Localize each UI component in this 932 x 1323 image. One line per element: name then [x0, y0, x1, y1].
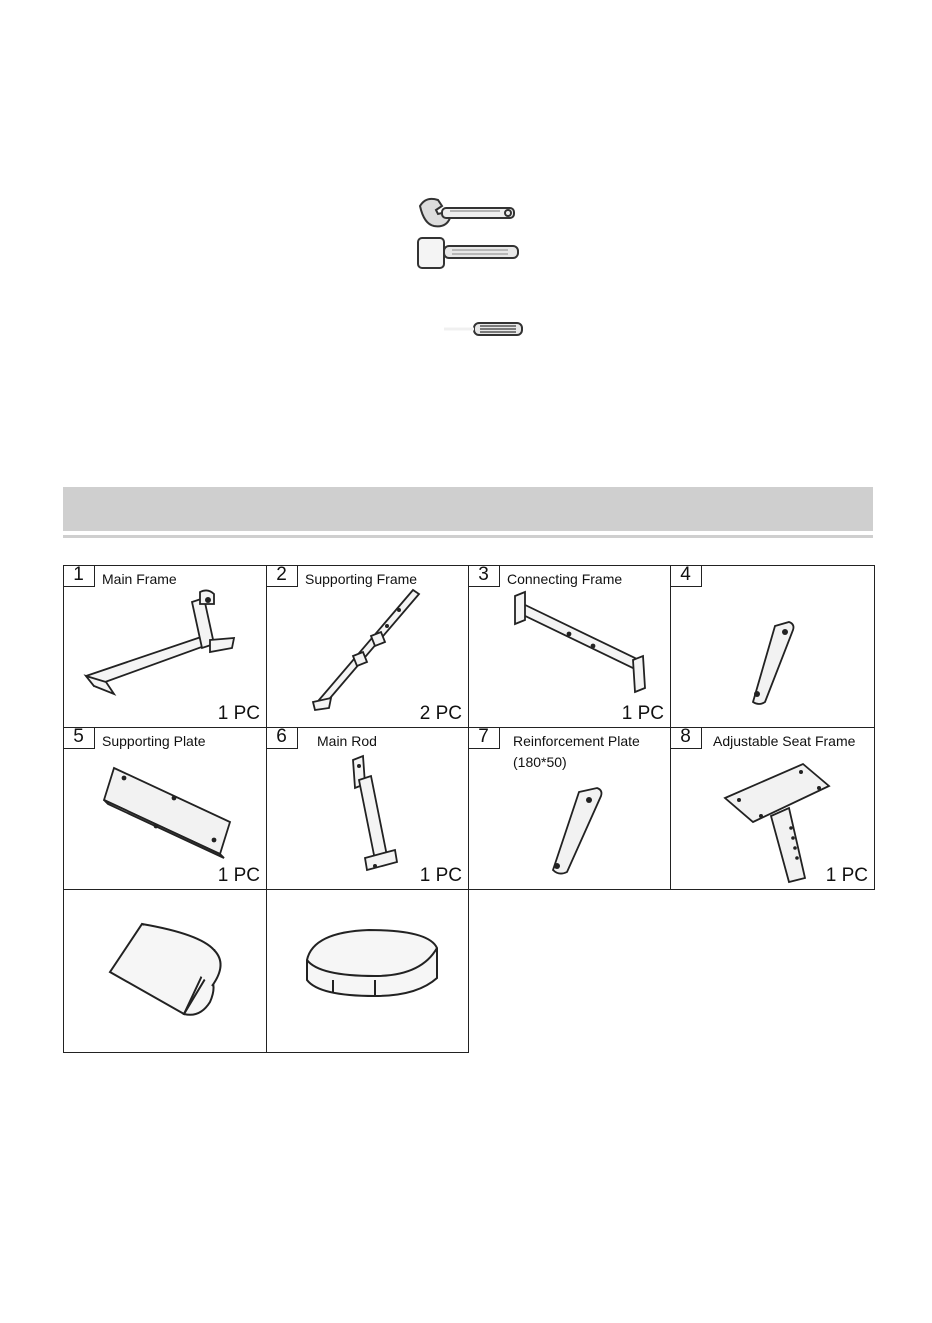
part-name: Supporting Plate: [102, 733, 206, 749]
back-pad-icon: [64, 890, 268, 1054]
part-quantity: 1 PC: [825, 865, 868, 886]
part-number: 2: [266, 565, 298, 587]
part-name: Main Rod: [317, 733, 377, 749]
part-cell-8: [670, 727, 875, 890]
part-quantity: 1 PC: [217, 865, 260, 886]
reinforcement-plate-icon: [469, 728, 672, 891]
parts-list-grid: [63, 565, 875, 1053]
screwdriver-icon: [444, 323, 522, 335]
part-cell-7: [468, 727, 671, 890]
part-number: [266, 889, 298, 911]
part-cell-6: [266, 727, 469, 890]
part-cell-4: [670, 565, 875, 728]
part-name: Connecting Frame: [507, 571, 623, 587]
part-number: 7: [468, 727, 500, 749]
part-number: 1: [63, 565, 95, 587]
section-header-bar: [63, 487, 873, 531]
mallet-icon: [418, 238, 518, 268]
part-cell-1: [63, 565, 267, 728]
tools-illustration: [0, 0, 932, 400]
part-number: 4: [670, 565, 702, 587]
part-quantity: 1 PC: [419, 865, 462, 886]
part-quantity: 1 PC: [621, 703, 664, 724]
part-name: Adjustable Seat Frame: [713, 733, 856, 749]
part-cell-2: [266, 565, 469, 728]
part-cell-5: [63, 727, 267, 890]
part-number: 8: [670, 727, 702, 749]
seat-cushion-icon: [267, 890, 470, 1054]
part-number: 6: [266, 727, 298, 749]
part-name: Supporting Frame: [305, 571, 418, 587]
plate-icon: [671, 566, 876, 729]
part-quantity: 2 PC: [419, 703, 462, 724]
adjustable-wrench-icon: [420, 199, 514, 226]
part-cell-3: [468, 565, 671, 728]
section-divider: [63, 535, 873, 538]
part-number: [63, 889, 95, 911]
part-cell-10: [266, 889, 469, 1053]
part-number: 3: [468, 565, 500, 587]
part-number: 5: [63, 727, 95, 749]
part-quantity: 1 PC: [217, 703, 260, 724]
part-name: Main Frame: [102, 571, 177, 587]
part-cell-9: [63, 889, 267, 1053]
part-name: Reinforcement Plate: [513, 733, 640, 749]
part-size: (180*50): [513, 754, 567, 770]
